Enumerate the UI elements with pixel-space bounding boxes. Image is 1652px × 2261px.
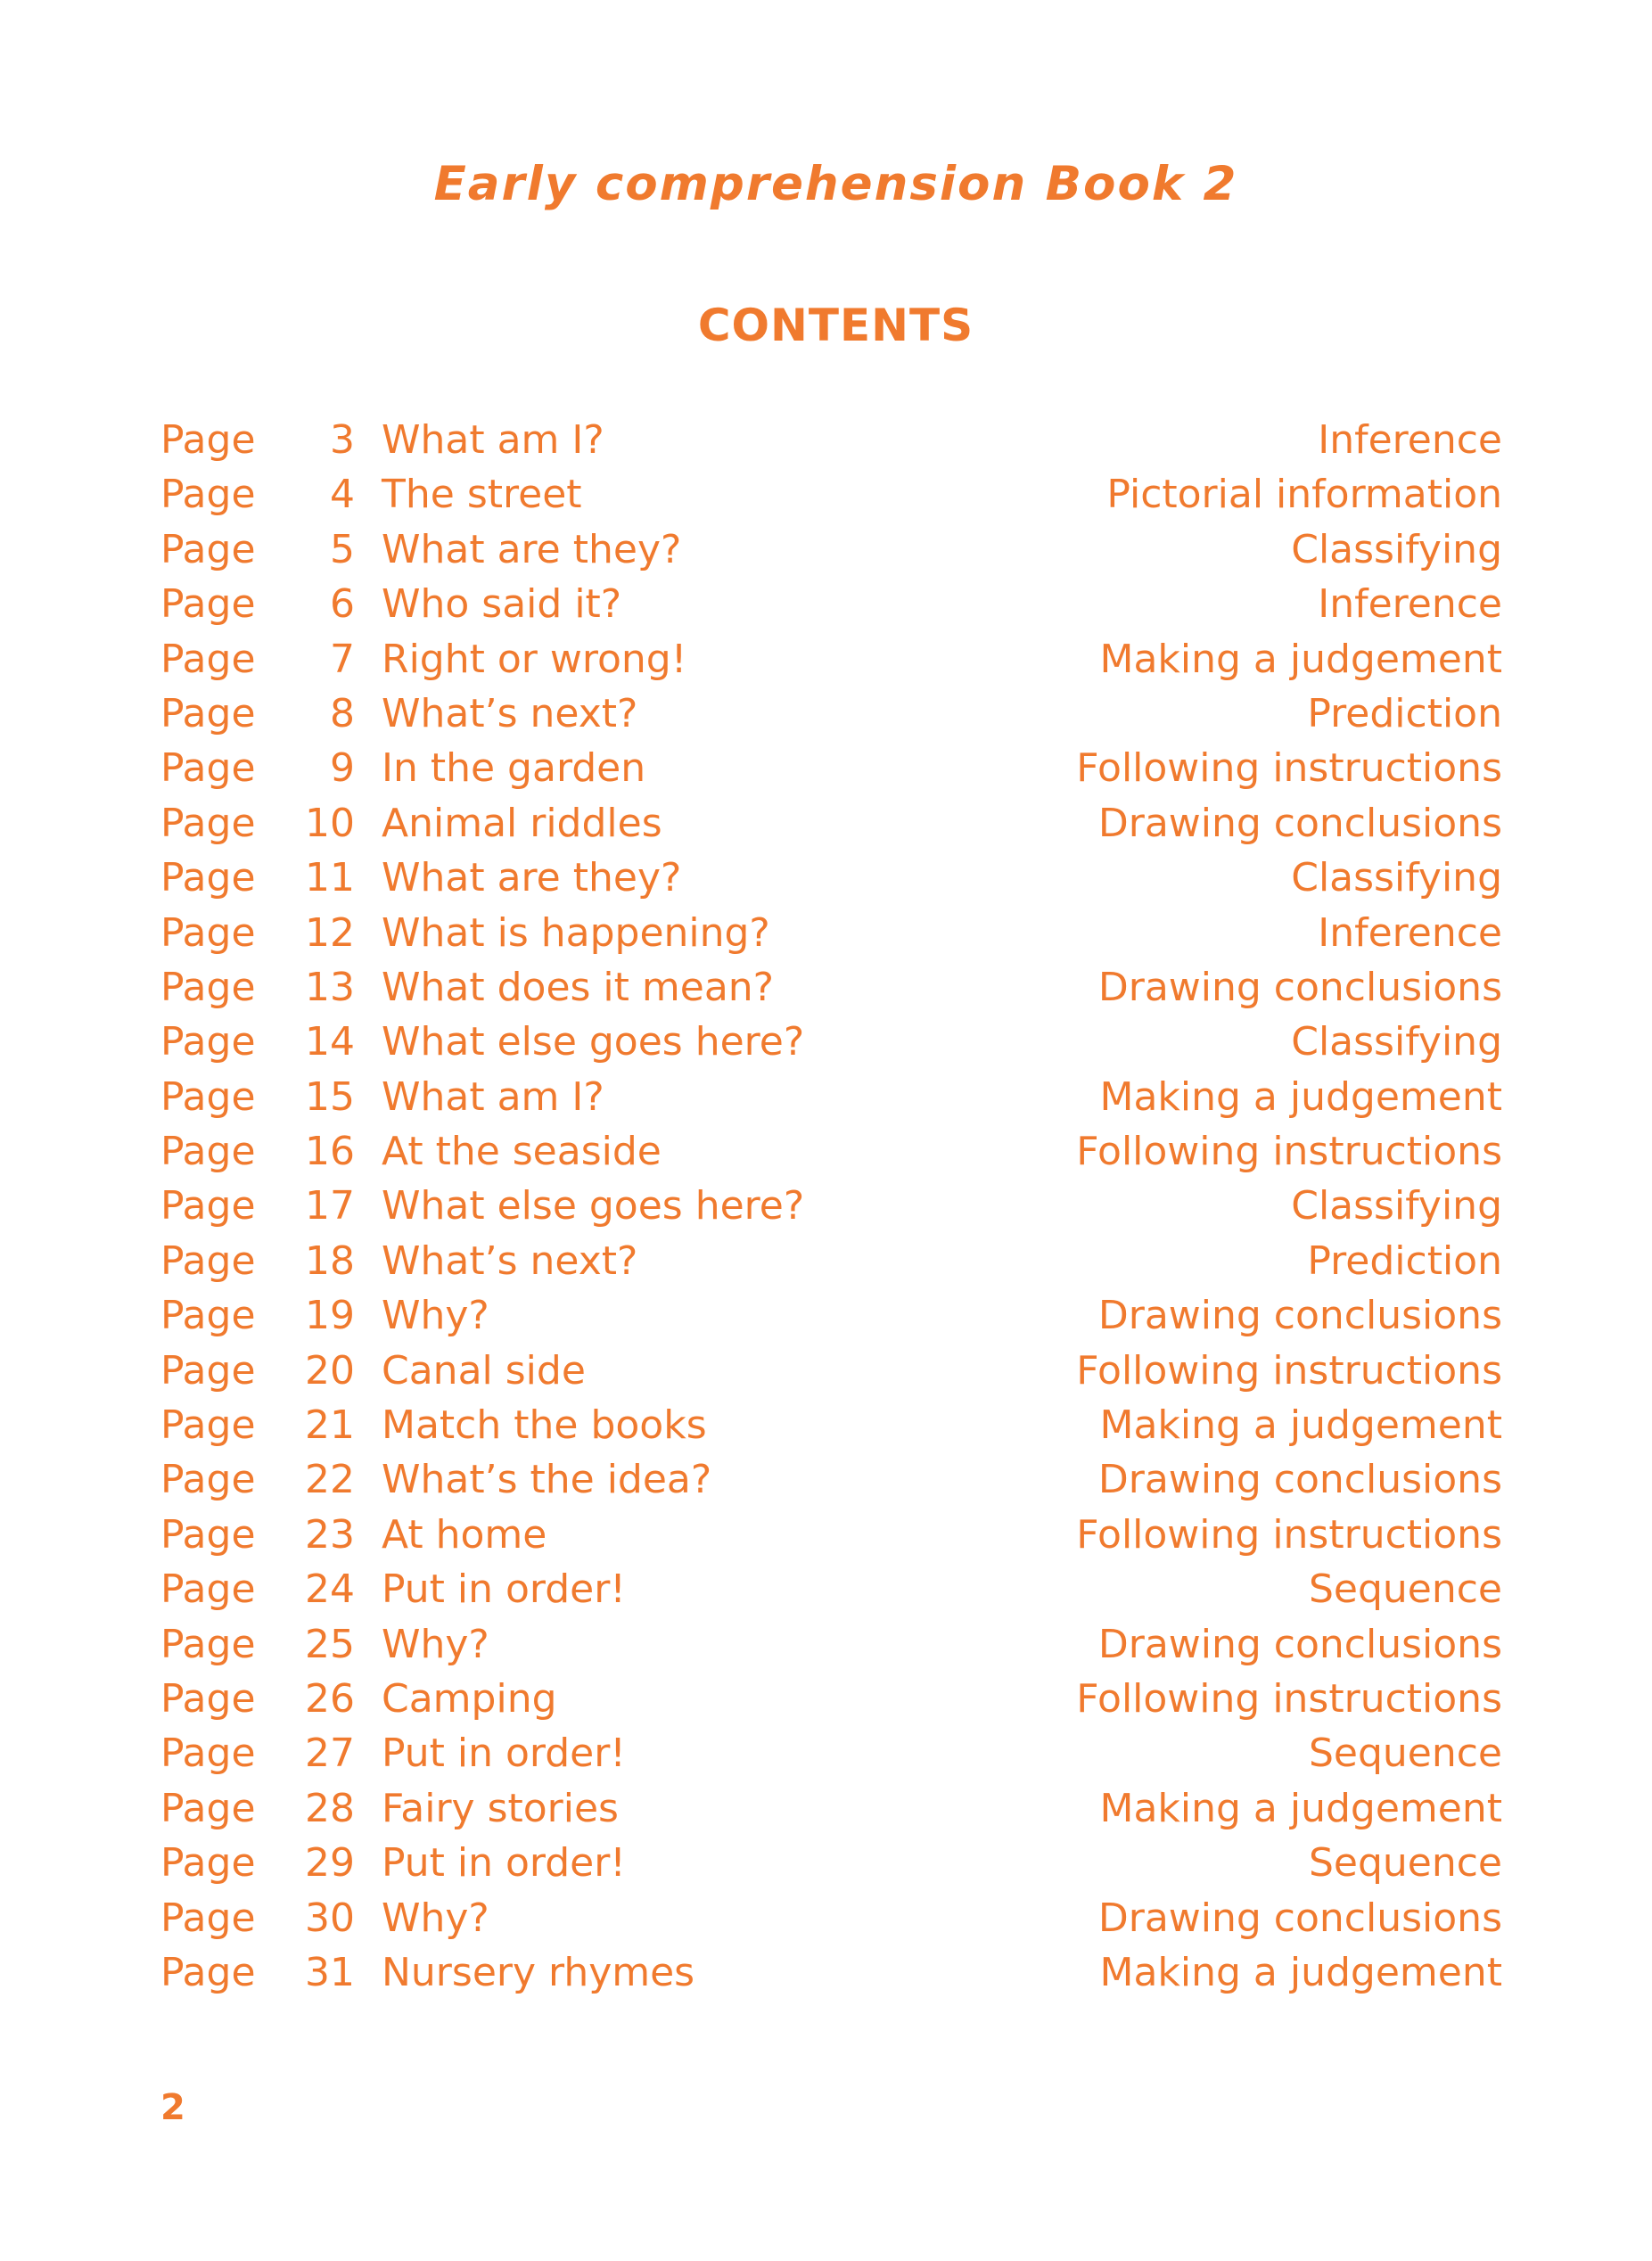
toc-page-number: 19 [305,1293,355,1339]
toc-page-number: 5 [330,526,355,572]
toc-page-ref [160,522,382,577]
toc-page-ref [160,1398,382,1452]
toc-page-number: 29 [305,1840,355,1887]
toc-page-ref [160,1344,382,1398]
toc-entry-title: Camping [382,1675,557,1722]
toc-page-word: Page [160,1347,256,1394]
toc-page-number: 23 [305,1511,355,1558]
toc-row [160,577,1502,631]
toc-page-ref [160,1124,382,1179]
book-title: Early comprehension Book 2 [433,157,1238,211]
toc-entry-skill: Following instructions [1076,1129,1502,1175]
toc-row [160,1891,1502,1945]
toc-page-ref [160,1672,382,1726]
toc-page-number: 15 [305,1073,355,1120]
toc-entry-skill: Following instructions [1076,745,1502,792]
toc-row [160,906,1502,960]
toc-page-number: 31 [305,1949,355,1995]
toc-entry-skill: Sequence [1308,1566,1502,1613]
toc-page-ref [160,1562,382,1616]
toc-page-number: 20 [305,1347,355,1394]
toc-page-word: Page [160,1073,256,1120]
contents-heading: CONTENTS [697,300,974,351]
toc-page-ref [160,1617,382,1672]
toc-page-number: 10 [305,800,355,846]
toc-page-number: 8 [330,690,355,736]
toc-page-number: 3 [330,417,355,463]
toc-entry-skill: Inference [1318,417,1502,463]
toc-page-number: 18 [305,1237,355,1284]
toc-page-ref [160,687,382,741]
toc-page-ref [160,851,382,905]
toc-row [160,1836,1502,1890]
toc-entry-title: Who said it? [382,581,622,628]
toc-page-word: Page [160,800,256,846]
toc-entry-skill: Sequence [1308,1731,1502,1777]
toc-entry-title: What else goes here? [382,1019,805,1065]
toc-page-ref [160,1015,382,1069]
toc-page-number: 16 [305,1129,355,1175]
toc-row [160,1344,1502,1398]
toc-entry-skill: Following instructions [1076,1511,1502,1558]
toc-page-number: 21 [305,1402,355,1449]
toc-row [160,1179,1502,1233]
toc-page-word: Page [160,1785,256,1831]
toc-entry-title: Why? [382,1293,489,1339]
toc-entry-skill: Classifying [1291,526,1502,572]
toc-entry-skill: Following instructions [1076,1675,1502,1722]
toc-entry-skill: Drawing conclusions [1097,1293,1502,1339]
toc-entry-skill: Making a judgement [1099,1073,1502,1120]
toc-page-word: Page [160,1293,256,1339]
toc-page-word: Page [160,1457,256,1503]
toc-entry-title: Put in order! [382,1840,626,1887]
toc-entry-skill: Making a judgement [1099,1785,1502,1831]
toc-row [160,1617,1502,1672]
toc-row [160,1015,1502,1069]
toc-row [160,1452,1502,1507]
toc-entry-skill: Drawing conclusions [1097,1457,1502,1503]
toc-page-ref [160,413,382,467]
toc-entry-title: What am I? [382,417,604,463]
toc-entry-title: Put in order! [382,1731,626,1777]
toc-entry-title: What’s next? [382,690,638,736]
toc-entry-skill: Classifying [1291,1019,1502,1065]
toc-entry-title: Fairy stories [382,1785,619,1831]
toc-page-word: Page [160,1511,256,1558]
toc-entry-skill: Drawing conclusions [1097,1621,1502,1667]
toc-page-word: Page [160,526,256,572]
toc-page-word: Page [160,1840,256,1887]
toc-page-ref [160,741,382,795]
toc-entry-title: What does it mean? [382,964,775,1010]
toc-entry-skill: Inference [1318,909,1502,956]
toc-entry-title: Right or wrong! [382,636,687,682]
toc-entry-title: What are they? [382,526,682,572]
toc-row [160,1672,1502,1726]
toc-entry-title: What are they? [382,855,682,901]
toc-row [160,1070,1502,1124]
page-number: 2 [160,2087,185,2128]
toc-page-ref [160,577,382,631]
toc-page-word: Page [160,1019,256,1065]
toc-row [160,1398,1502,1452]
toc-entry-title: At the seaside [382,1129,662,1175]
toc-page-number: 4 [330,472,355,518]
toc-page-ref [160,632,382,687]
toc-entry-skill: Classifying [1291,1183,1502,1229]
toc-entry-skill: Making a judgement [1099,1402,1502,1449]
toc-row [160,1726,1502,1780]
toc-page-ref [160,1179,382,1233]
toc-entry-skill: Drawing conclusions [1097,800,1502,846]
toc-row [160,1781,1502,1836]
toc-row [160,1508,1502,1562]
toc-page-word: Page [160,1566,256,1613]
toc-page-word: Page [160,1621,256,1667]
toc-page-number: 30 [305,1895,355,1941]
table-of-contents [160,413,1502,2000]
toc-page-number: 9 [330,745,355,792]
toc-row [160,741,1502,795]
toc-page-ref [160,960,382,1015]
toc-page-word: Page [160,1237,256,1284]
toc-entry-title: Animal riddles [382,800,662,846]
toc-page-number: 17 [305,1183,355,1229]
toc-page-number: 13 [305,964,355,1010]
toc-row [160,413,1502,467]
toc-page-word: Page [160,581,256,628]
toc-entry-skill: Following instructions [1076,1347,1502,1394]
toc-page-number: 11 [305,855,355,901]
toc-row [160,796,1502,851]
toc-entry-skill: Classifying [1291,855,1502,901]
toc-page-number: 12 [305,909,355,956]
toc-entry-skill: Prediction [1307,690,1502,736]
toc-row [160,467,1502,522]
toc-page-ref [160,1508,382,1562]
toc-entry-skill: Prediction [1307,1237,1502,1284]
toc-entry-title: At home [382,1511,547,1558]
toc-page-word: Page [160,417,256,463]
toc-row [160,1234,1502,1288]
toc-entry-skill: Drawing conclusions [1097,964,1502,1010]
toc-page-word: Page [160,472,256,518]
toc-page-ref [160,1070,382,1124]
toc-page-ref [160,1288,382,1343]
toc-entry-title: Put in order! [382,1566,626,1613]
toc-page-ref [160,1726,382,1780]
toc-page-word: Page [160,1183,256,1229]
toc-page-word: Page [160,1731,256,1777]
toc-page-ref [160,1781,382,1836]
toc-page-ref [160,467,382,522]
toc-page-word: Page [160,636,256,682]
toc-page-number: 28 [305,1785,355,1831]
toc-entry-title: What is happening? [382,909,770,956]
toc-entry-title: The street [382,472,582,518]
toc-entry-skill: Making a judgement [1099,636,1502,682]
toc-row [160,1945,1502,2000]
toc-row [160,1562,1502,1616]
toc-page-number: 25 [305,1621,355,1667]
toc-page-number: 26 [305,1675,355,1722]
toc-page-ref [160,1452,382,1507]
toc-page-ref [160,1836,382,1890]
toc-page-ref [160,1891,382,1945]
toc-entry-skill: Making a judgement [1099,1949,1502,1995]
toc-entry-title: Why? [382,1895,489,1941]
toc-page-number: 24 [305,1566,355,1613]
toc-row [160,851,1502,905]
toc-row [160,522,1502,577]
toc-entry-title: What’s next? [382,1237,638,1284]
toc-page-ref [160,1945,382,2000]
toc-page-number: 6 [330,581,355,628]
toc-page-word: Page [160,1949,256,1995]
toc-row [160,687,1502,741]
toc-entry-title: Match the books [382,1402,707,1449]
toc-entry-skill: Sequence [1308,1840,1502,1887]
toc-page-word: Page [160,1129,256,1175]
toc-entry-title: What’s the idea? [382,1457,712,1503]
toc-page-word: Page [160,909,256,956]
toc-row [160,1124,1502,1179]
toc-entry-title: What am I? [382,1073,604,1120]
toc-entry-skill: Pictorial information [1106,472,1502,518]
toc-page-word: Page [160,855,256,901]
toc-page-word: Page [160,745,256,792]
toc-entry-title: In the garden [382,745,646,792]
toc-page-ref [160,906,382,960]
toc-entry-title: Nursery rhymes [382,1949,695,1995]
toc-page-number: 7 [330,636,355,682]
toc-entry-skill: Inference [1318,581,1502,628]
toc-page-ref [160,796,382,851]
toc-entry-title: What else goes here? [382,1183,805,1229]
toc-row [160,1288,1502,1343]
toc-row [160,960,1502,1015]
toc-page-number: 27 [305,1731,355,1777]
toc-entry-skill: Drawing conclusions [1097,1895,1502,1941]
toc-page-number: 22 [305,1457,355,1503]
toc-page-ref [160,1234,382,1288]
toc-row [160,632,1502,687]
toc-entry-title: Why? [382,1621,489,1667]
toc-page-word: Page [160,1402,256,1449]
toc-page-word: Page [160,1675,256,1722]
toc-page-word: Page [160,1895,256,1941]
toc-page-number: 14 [305,1019,355,1065]
toc-page-word: Page [160,690,256,736]
toc-entry-title: Canal side [382,1347,586,1394]
toc-page-word: Page [160,964,256,1010]
